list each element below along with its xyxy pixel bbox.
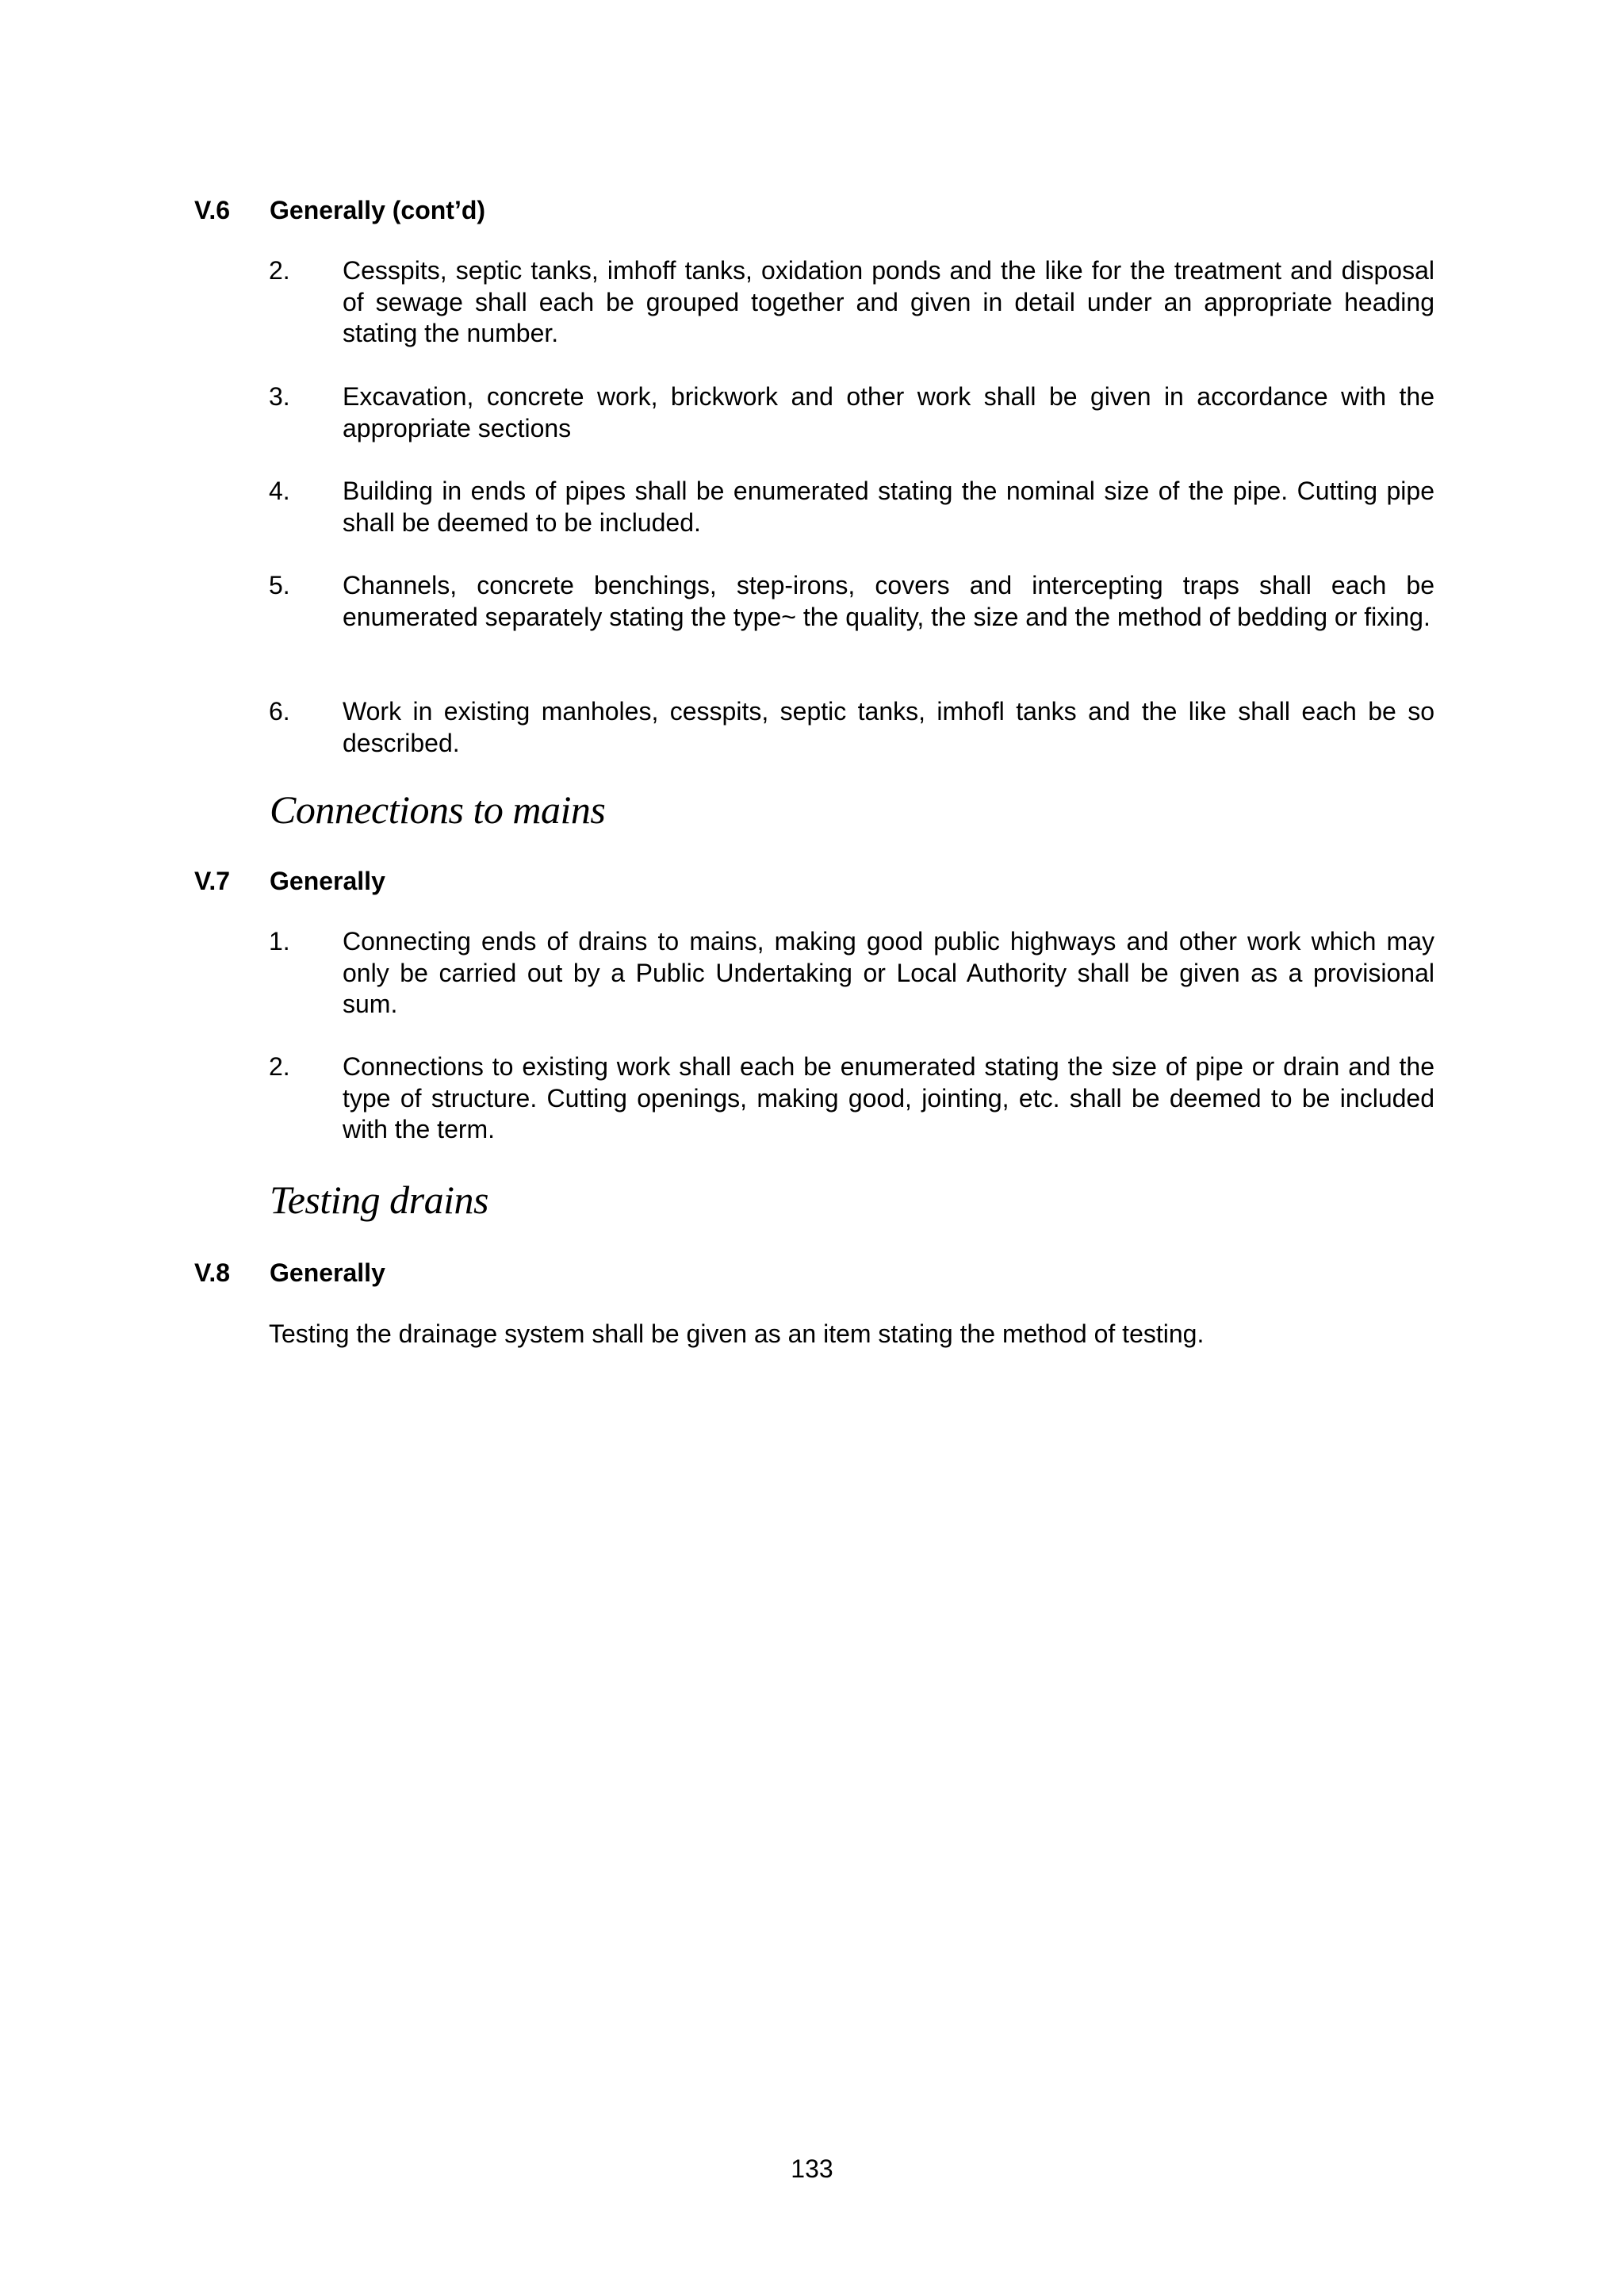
- subsection-heading: Testing drains: [270, 1178, 488, 1222]
- paragraph: Testing the drainage system shall be given as an item stating the method of testing.: [269, 1319, 1205, 1348]
- section-number: V.6: [194, 196, 231, 224]
- list-item-number: 5.: [269, 571, 290, 599]
- list-item-number: 4.: [269, 477, 290, 505]
- list-item-text: Connecting ends of drains to mains, making good public highways and other work which may only be carried out by a Public Undertaking or Local Authority shall be given as a provisional sum.: [343, 927, 1434, 1018]
- list-item-number: 1.: [269, 927, 290, 956]
- list-item-number: 2.: [269, 1052, 290, 1081]
- list-item-text: Building in ends of pipes shall be enumerated stating the nominal size of the pipe. Cutting pipe shall be deemed to be included.: [343, 477, 1434, 537]
- list-item-number: 6.: [269, 697, 290, 726]
- section-number: V.8: [194, 1258, 231, 1287]
- list-item: [269, 381, 1434, 444]
- list-item-number: 2.: [269, 256, 290, 285]
- list-item: [269, 476, 1434, 538]
- list-item-text: Excavation, concrete work, brickwork and other work shall be given in accordance with the appropriate sections: [343, 382, 1434, 442]
- section-heading-v8: [194, 1255, 1463, 1290]
- section-title: Generally: [270, 867, 385, 895]
- section-number: V.7: [194, 867, 231, 895]
- list-item-text: Channels, concrete benchings, step-irons, covers and intercepting traps shall each be enumerated separately stating the type~ the quality, the size and the method of bedding or fixing.: [343, 571, 1434, 631]
- section-title: Generally: [270, 1258, 385, 1287]
- list-item-text: Cesspits, septic tanks, imhoff tanks, oxidation ponds and the like for the treatment and disposal of sewage shall each be grouped together and given in detail under an appropriate heading stating the number.: [343, 256, 1434, 347]
- list-item-text: Connections to existing work shall each be enumerated stating the size of pipe or drain and the type of structure. Cutting openings, making good, jointing, etc. shall be deemed to be included with the term.: [343, 1052, 1434, 1143]
- section-title: Generally (cont’d): [270, 196, 486, 224]
- list-item: [269, 570, 1434, 633]
- list-item: [269, 696, 1434, 759]
- page-number: 133: [791, 2154, 833, 2183]
- subsection-heading: Connections to mains: [270, 787, 606, 832]
- section-heading-v6: [194, 193, 1463, 228]
- list-item-text: Work in existing manholes, cesspits, septic tanks, imhofl tanks and the like shall each be so described.: [343, 697, 1434, 757]
- list-item: [269, 255, 1434, 350]
- list-item-number: 3.: [269, 382, 290, 411]
- list-item: [269, 1051, 1434, 1146]
- section-heading-v7: [194, 864, 1463, 898]
- list-item: [269, 926, 1434, 1021]
